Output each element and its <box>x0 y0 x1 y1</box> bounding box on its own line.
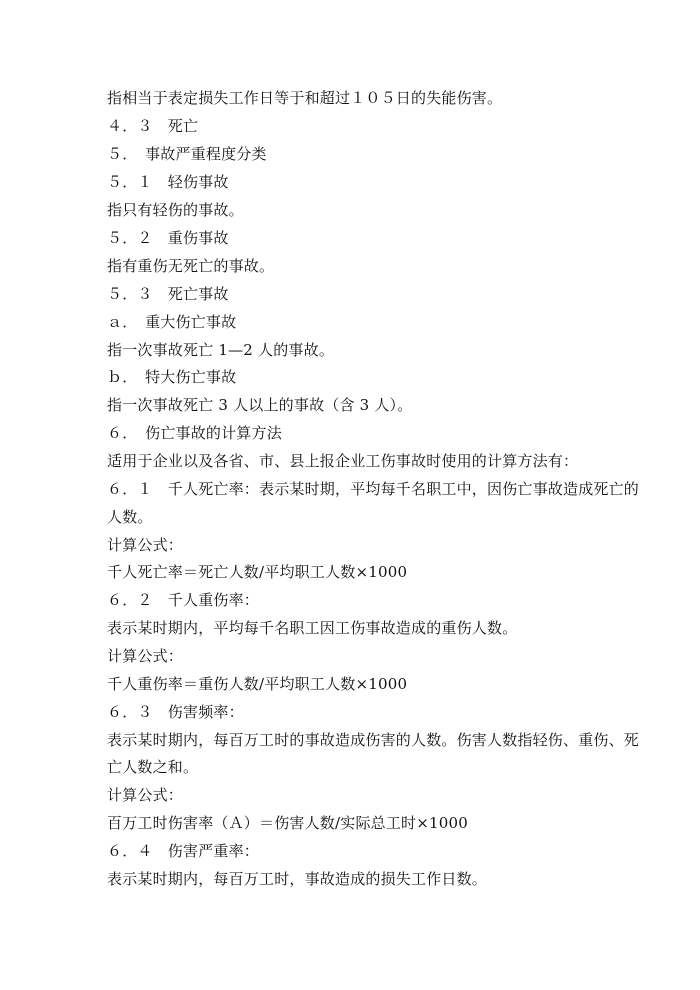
paragraph-line: 指只有轻伤的事故。 <box>107 201 244 219</box>
section-heading: ５．３ 死亡事故 <box>107 285 229 303</box>
section-heading: ６．２ 千人重伤率： <box>107 591 260 609</box>
paragraph-line: 亡人数之和。 <box>107 758 199 776</box>
paragraph-line: 指有重伤无死亡的事故。 <box>107 257 275 275</box>
section-heading: ６．４ 伤害严重率： <box>107 842 260 860</box>
section-heading: ６．３ 伤害频率： <box>107 703 244 721</box>
paragraph-line: 指一次事故死亡 3 人以上的事故（含 3 人）。 <box>107 396 413 414</box>
section-heading: ５．１ 轻伤事故 <box>107 173 229 191</box>
formula-label: 计算公式： <box>107 786 184 804</box>
paragraph-line: 表示某时期内，平均每千名职工因工伤事故造成的重伤人数。 <box>107 619 518 637</box>
formula-label: 计算公式： <box>107 536 184 554</box>
formula-line: 千人死亡率＝死亡人数/平均职工人数×1000 <box>107 563 408 581</box>
section-heading: ４．３ 死亡 <box>107 117 199 135</box>
formula-line: 千人重伤率＝重伤人数/平均职工人数×1000 <box>107 675 408 693</box>
list-heading: ｂ． 特大伤亡事故 <box>107 368 237 386</box>
paragraph-line: 适用于企业以及各省、市、县上报企业工伤事故时使用的计算方法有： <box>107 452 579 470</box>
formula-label: 计算公式： <box>107 647 184 665</box>
section-heading: ５．２ 重伤事故 <box>107 229 229 247</box>
paragraph-line: 指相当于表定损失工作日等于和超过１０５日的失能伤害。 <box>107 89 503 107</box>
section-heading: ６． 伤亡事故的计算方法 <box>107 424 282 442</box>
section-heading: ５． 事故严重程度分类 <box>107 145 267 163</box>
paragraph-line: 指一次事故死亡 1—2 人的事故。 <box>107 341 335 359</box>
list-heading: ａ． 重大伤亡事故 <box>107 313 237 331</box>
paragraph-line: 表示某时期内，每百万工时，事故造成的损失工作日数。 <box>107 870 488 888</box>
definition-line: ６．１ 千人死亡率：表示某时期，平均每千名职工中，因伤亡事故造成死亡的 <box>107 480 640 498</box>
formula-line: 百万工时伤害率（Ａ）＝伤害人数/实际总工时×1000 <box>107 814 468 832</box>
paragraph-line: 表示某时期内，每百万工时的事故造成伤害的人数。伤害人数指轻伤、重伤、死 <box>107 731 640 749</box>
paragraph-line: 人数。 <box>107 508 153 526</box>
